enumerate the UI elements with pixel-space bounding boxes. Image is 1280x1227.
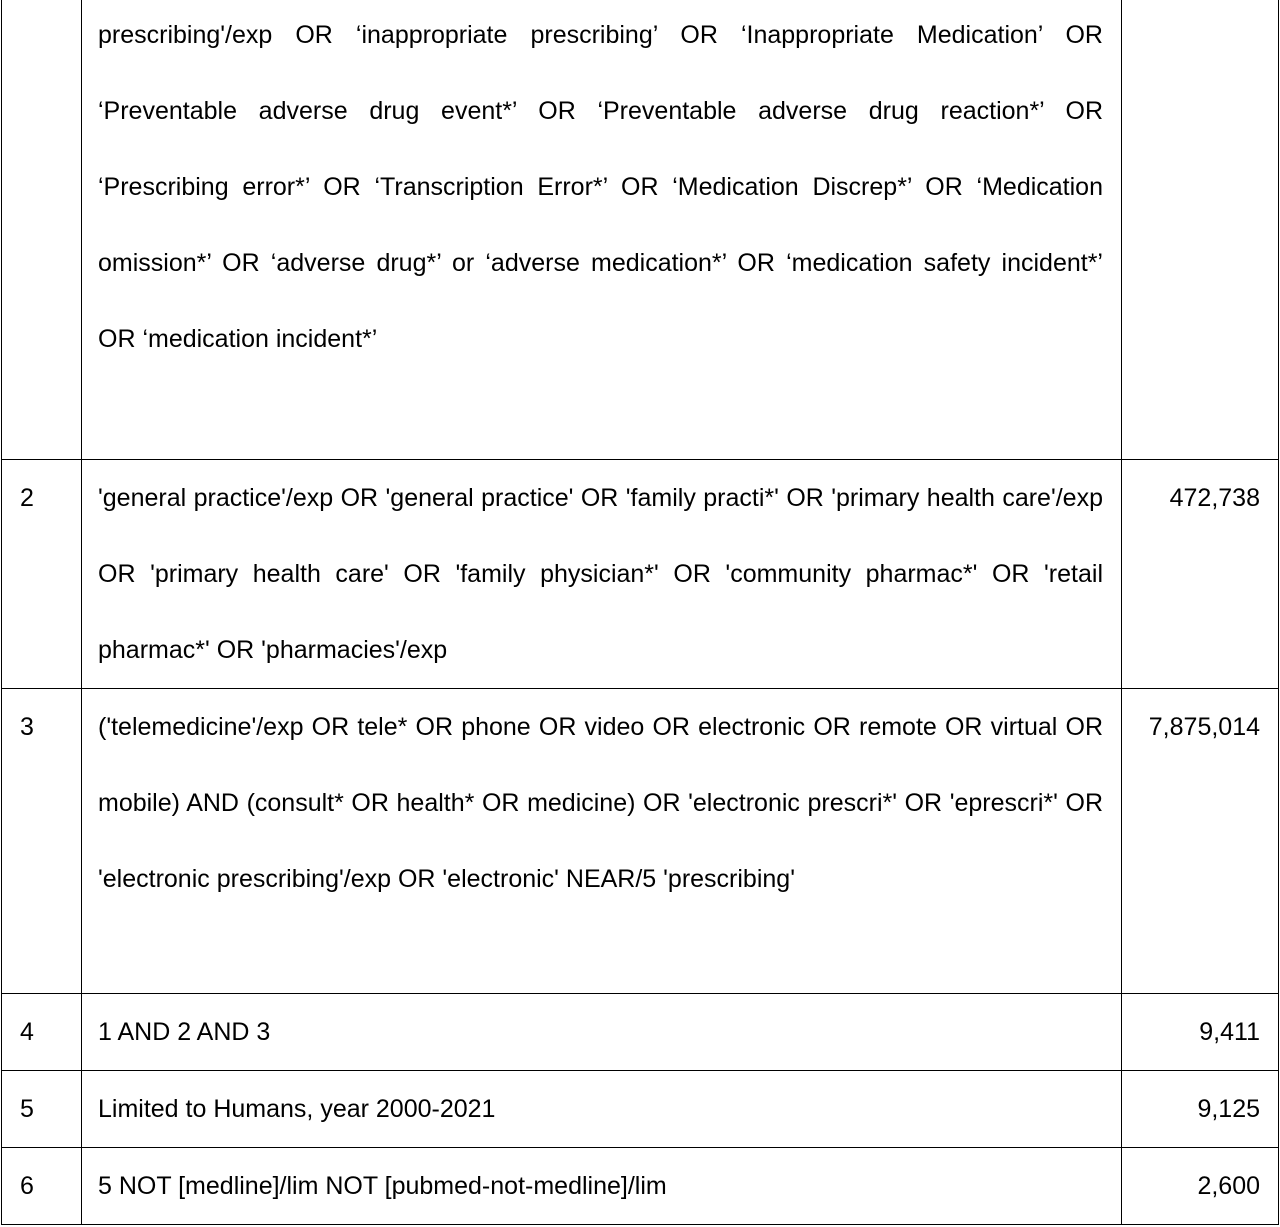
step-number: 3 (2, 689, 82, 994)
search-strategy-table (1, 0, 1279, 1225)
search-query: prescribing'/exp OR ‘inappropriate prescribing’ OR ‘Inappropriate Medication’ OR ‘Preventable adverse drug event*’ OR ‘Preventable adverse drug reaction*’ OR ‘Prescribing error*’ OR ‘Transcription Error*’ OR ‘Medication Discrep*’ OR ‘Medication omission*’ OR ‘adverse drug*’ or ‘adverse medication*’ OR ‘medication safety incident*’ OR ‘medication incident*’ (82, 0, 1122, 460)
result-count (1122, 0, 1279, 460)
result-count: 9,411 (1122, 994, 1279, 1071)
step-number: 5 (2, 1071, 82, 1148)
result-count: 2,600 (1122, 1148, 1279, 1225)
table-row (2, 1148, 1279, 1225)
table-row (2, 460, 1279, 689)
table-row (2, 689, 1279, 994)
search-query: 5 NOT [medline]/lim NOT [pubmed-not-medline]/lim (82, 1148, 1122, 1225)
result-count: 7,875,014 (1122, 689, 1279, 994)
table-row (2, 0, 1279, 460)
table-row (2, 994, 1279, 1071)
table-row (2, 1071, 1279, 1148)
result-count: 9,125 (1122, 1071, 1279, 1148)
step-number: 6 (2, 1148, 82, 1225)
search-query: 'general practice'/exp OR 'general practice' OR 'family practi*' OR 'primary health care'/exp OR 'primary health care' OR 'family physician*' OR 'community pharmac*' OR 'retail pharmac*' OR 'pharmacies'/exp (82, 460, 1122, 689)
search-query: 1 AND 2 AND 3 (82, 994, 1122, 1071)
step-number (2, 0, 82, 460)
step-number: 4 (2, 994, 82, 1071)
search-query: Limited to Humans, year 2000-2021 (82, 1071, 1122, 1148)
result-count: 472,738 (1122, 460, 1279, 689)
search-query: ('telemedicine'/exp OR tele* OR phone OR video OR electronic OR remote OR virtual OR mobile) AND (consult* OR health* OR medicine) OR 'electronic prescri*' OR 'eprescri*' OR 'electronic prescribing'/exp OR 'electronic' NEAR/5 'prescribing' (82, 689, 1122, 994)
step-number: 2 (2, 460, 82, 689)
